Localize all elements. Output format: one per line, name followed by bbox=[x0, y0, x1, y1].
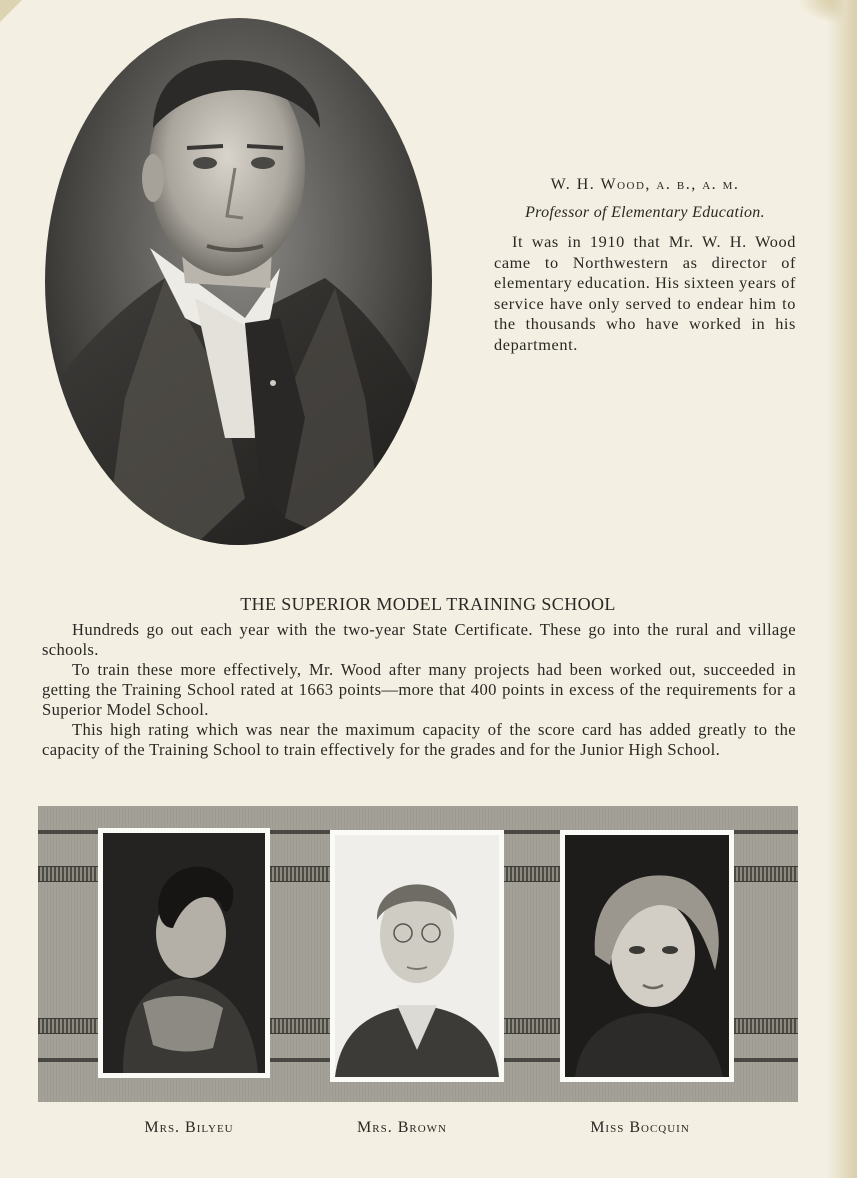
professor-name: W. H. Wood, a. b., a. m. bbox=[550, 176, 740, 193]
page-edge-shadow bbox=[827, 0, 857, 1178]
section-body bbox=[42, 620, 796, 760]
professor-bio: It was in 1910 that Mr. W. H. Wood came to Northwestern as director of elementary education. His sixteen years of service have only served to endear him to the thousands who have worked in his department. bbox=[494, 232, 796, 354]
brown-photo bbox=[330, 830, 504, 1082]
section-heading: THE SUPERIOR MODEL TRAINING SCHOOL bbox=[240, 594, 616, 614]
wood-portrait-photo bbox=[45, 18, 432, 545]
photo-caption-bilyeu: Mrs. Bilyeu bbox=[144, 1119, 234, 1136]
section-paragraph: This high rating which was near the maximum capacity of the score card has added greatly to the capacity of the Training School to train effectively for the grades and for the Junior High School. bbox=[42, 720, 796, 759]
faculty-photo-band bbox=[38, 806, 798, 1102]
photo-caption-brown: Mrs. Brown bbox=[357, 1119, 447, 1136]
section-paragraph: Hundreds go out each year with the two-year State Certificate. These go into the rural and village schools. bbox=[42, 620, 796, 659]
photo-caption-bocquin: Miss Bocquin bbox=[590, 1119, 690, 1136]
bilyeu-photo bbox=[98, 828, 270, 1078]
portrait-caption bbox=[494, 172, 796, 355]
bocquin-photo bbox=[560, 830, 734, 1082]
page-corner-decoration bbox=[0, 0, 22, 22]
professor-title: Professor of Elementary Education. bbox=[525, 204, 765, 221]
section-paragraph: To train these more effectively, Mr. Wood after many projects had been worked out, succeeded in getting the Training School rated at 1663 points—more that 400 points in excess of the requirements for a Superior Model School. bbox=[42, 660, 796, 719]
